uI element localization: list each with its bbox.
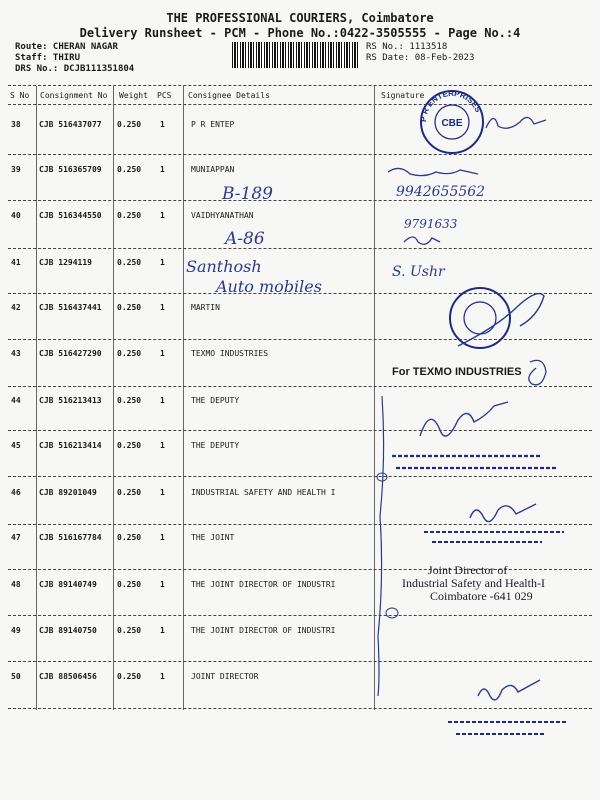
company-title: THE PROFESSIONAL COURIERS, Coimbatore	[166, 11, 434, 25]
hand-name-santhosh: Santhosh	[186, 257, 262, 276]
row-consignment-no: CJB 516344550	[39, 211, 102, 220]
row-consignment-no: CJB 89140749	[39, 580, 97, 589]
jd-stamp-line3: Coimbatore -641 029	[430, 589, 533, 603]
signature-stroke	[478, 680, 540, 700]
row-consignment-no: CJB 516167784	[39, 533, 102, 542]
row-sno: 38	[11, 120, 21, 129]
hand-name-automobiles: Auto mobiles	[216, 277, 322, 296]
row-consignee: THE JOINT	[191, 533, 235, 542]
row-consignment-no: CJB 516365709	[39, 165, 102, 174]
row-consignment-no: CJB 516427290	[39, 349, 102, 358]
row-consignee: JOINT DIRECTOR	[191, 672, 259, 681]
tamil-stamp	[392, 456, 556, 468]
hand-note-a86: A-86	[225, 229, 265, 249]
row-pcs: 1	[160, 165, 165, 174]
row-pcs: 1	[160, 211, 165, 220]
martin-stamp	[450, 288, 544, 348]
signature-stroke	[470, 504, 536, 522]
col-consignee: Consignee Details	[188, 91, 270, 100]
row-pcs: 1	[160, 303, 165, 312]
jd-stamp-line2: Industrial Safety and Health-I	[402, 576, 545, 590]
row-sno: 50	[11, 672, 21, 681]
row-sno: 44	[11, 396, 21, 405]
row-weight: 0.250	[117, 165, 142, 174]
tamil-stamp	[448, 722, 568, 734]
cbe-stamp	[419, 89, 483, 153]
signature-stroke	[529, 360, 546, 384]
row-consignee: THE JOINT DIRECTOR OF INDUSTRI	[191, 580, 336, 589]
row-consignment-no: CJB 88506456	[39, 672, 97, 681]
row-consignee: THE DEPUTY	[191, 396, 240, 405]
row-sno: 47	[11, 533, 21, 542]
rs-date-label: RS Date: 08-Feb-2023	[366, 53, 475, 63]
row-weight: 0.250	[117, 211, 142, 220]
row-consignment-no: CJB 516213414	[39, 441, 102, 450]
col-sno: S No	[10, 91, 30, 100]
row-consignment-no: CJB 516213413	[39, 396, 102, 405]
row-consignee: TEXMO INDUSTRIES	[191, 349, 269, 358]
row-sno: 40	[11, 211, 21, 220]
row-sno: 42	[11, 303, 21, 312]
drs-label: DRS No.: DCJB111351804	[15, 64, 135, 74]
tick-mark	[377, 473, 387, 481]
hand-phone: 9942655562	[396, 184, 486, 200]
signature-stroke	[388, 168, 478, 175]
row-weight: 0.250	[117, 258, 142, 267]
row-sno: 49	[11, 626, 21, 635]
row-consignee: P R ENTEP	[191, 120, 235, 129]
row-consignee: VAIDHYANATHAN	[191, 211, 254, 220]
tick-mark	[386, 608, 398, 618]
row-weight: 0.250	[117, 580, 142, 589]
row-sno: 48	[11, 580, 21, 589]
col-consignment: Consignment No	[40, 91, 108, 100]
row-consignee: THE JOINT DIRECTOR OF INDUSTRI	[191, 626, 336, 635]
row-pcs: 1	[160, 396, 165, 405]
row-weight: 0.250	[117, 120, 142, 129]
col-pcs: PCS	[157, 91, 172, 100]
pen-stroke	[378, 396, 384, 696]
col-signature: Signature	[381, 91, 425, 100]
row-pcs: 1	[160, 580, 165, 589]
tamil-stamp	[424, 532, 564, 542]
signature-stroke	[404, 237, 440, 244]
row-consignment-no: CJB 1294119	[39, 258, 92, 267]
row-sno: 43	[11, 349, 21, 358]
row-weight: 0.250	[117, 533, 142, 542]
cbe-ring-text: P R ENTERPRISES	[418, 88, 483, 123]
row-weight: 0.250	[117, 396, 142, 405]
row-sno: 45	[11, 441, 21, 450]
hand-phone: 9791633	[404, 217, 458, 231]
hand-note-b189: B-189	[222, 184, 273, 204]
row-weight: 0.250	[117, 626, 142, 635]
row-weight: 0.250	[117, 672, 142, 681]
signature-stroke	[486, 117, 546, 128]
row-pcs: 1	[160, 120, 165, 129]
row-pcs: 1	[160, 533, 165, 542]
route-label: Route: CHERAN NAGAR	[15, 42, 118, 52]
row-pcs: 1	[160, 441, 165, 450]
row-weight: 0.250	[117, 441, 142, 450]
col-weight: Weight	[119, 91, 148, 100]
row-consignee: MARTIN	[191, 303, 220, 312]
texmo-stamp: For TEXMO INDUSTRIES	[392, 366, 522, 378]
jd-stamp-line1: Joint Director of	[428, 563, 508, 577]
row-pcs: 1	[160, 258, 165, 267]
row-sno: 41	[11, 258, 21, 267]
row-pcs: 1	[160, 626, 165, 635]
row-weight: 0.250	[117, 349, 142, 358]
rs-no-label: RS No.: 1113518	[366, 42, 448, 52]
row-consignment-no: CJB 516437077	[39, 120, 102, 129]
row-consignee: MUNIAPPAN	[191, 165, 235, 174]
row-sno: 46	[11, 488, 21, 497]
row-pcs: 1	[160, 349, 165, 358]
runsheet-title: Delivery Runsheet - PCM - Phone No.:0422-3505555 - Page No.:4	[79, 26, 521, 40]
row-weight: 0.250	[117, 488, 142, 497]
row-weight: 0.250	[117, 303, 142, 312]
row-consignee: INDUSTRIAL SAFETY AND HEALTH I	[191, 488, 336, 497]
row-consignment-no: CJB 516437441	[39, 303, 102, 312]
row-pcs: 1	[160, 488, 165, 497]
row-sno: 39	[11, 165, 21, 174]
staff-label: Staff: THIRU	[15, 53, 81, 63]
row-pcs: 1	[160, 672, 165, 681]
row-consignment-no: CJB 89140750	[39, 626, 97, 635]
hand-signature: S. Ushr	[392, 264, 445, 280]
row-consignee: THE DEPUTY	[191, 441, 240, 450]
signature-stroke	[420, 402, 508, 436]
cbe-stamp-text: CBE	[441, 118, 463, 129]
row-consignment-no: CJB 89201049	[39, 488, 97, 497]
